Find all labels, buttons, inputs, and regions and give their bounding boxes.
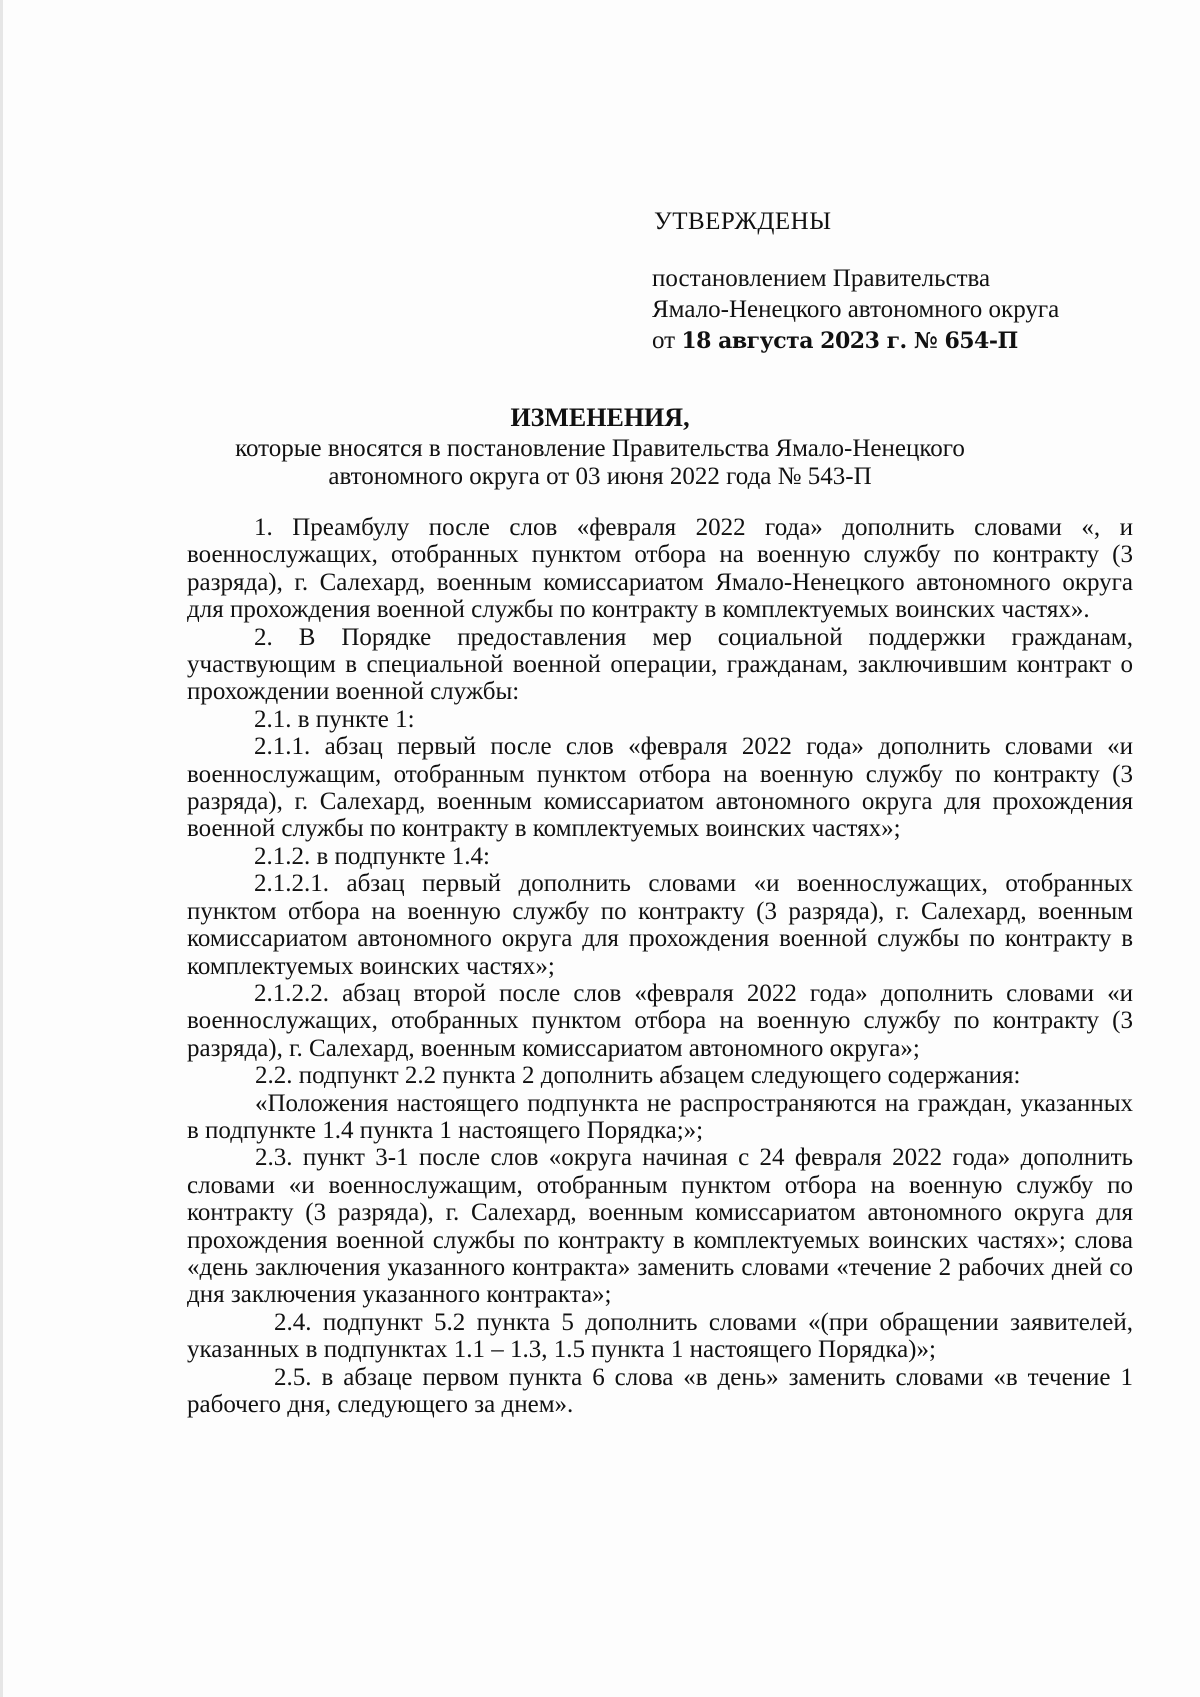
approval-date-prefix: от (652, 327, 676, 354)
paragraph-2-2-quote: «Положения настоящего подпункта не распространяются на граждан, указанных в подпункте 1.4 пункта 1 настоящего Порядка;»; (187, 1089, 1133, 1144)
paragraph-2-3: 2.3. пункт 3-1 после слов «округа начиная с 24 февраля 2022 года» дополнить словами «и военнослужащим, отобранным пунктом отбора на военную службу по контракту (3 разряда), г. Салехард, военным комиссариатом автономного округа для прохождения военной службы по контракту в комплектуемых воинских частях»; слова «день заключения указанного контракта» заменить словами «течение 2 рабочих дней со дня заключения указанного контракта»; (187, 1144, 1133, 1309)
approval-stamp: УТВЕРЖДЕНЫ (654, 208, 832, 235)
paragraph-2-2: 2.2. подпункт 2.2 пункта 2 дополнить абзацем следующего содержания: (255, 1062, 1021, 1090)
approval-line-1: постановлением Правительства (652, 265, 991, 292)
title-subtitle-line-2: автономного округа от 03 июня 2022 года № 543-П (328, 463, 872, 490)
paragraph-2-1-2-1: 2.1.2.1. абзац первый дополнить словами «и военнослужащих, отобранных пунктом отбора на военную службу по контракту (3 разряда), г. Салехард, военным комиссариатом автономного округа для прохождения военной службы по контракту в комплектуемых воинских частях»; (187, 870, 1133, 980)
paragraph-2-1: 2.1. в пункте 1: (254, 705, 415, 733)
paragraph-2-1-1: 2.1.1. абзац первый после слов «февраля 2022 года» дополнить словами «и военнослужащим, отобранным пунктом отбора на военную службу по контракту (3 разряда), г. Салехард, военным комиссариатом автономного округа для прохождения военной службы по контракту в комплектуемых воинских частях»; (187, 733, 1133, 843)
paragraph-2-4: 2.4. подпункт 5.2 пункта 5 дополнить словами «(при обращении заявителей, указанных в подпунктах 1.1 – 1.3, 1.5 пункта 1 настоящего Порядка)»; (187, 1308, 1133, 1364)
paragraph-2: 2. В Порядке предоставления мер социальной поддержки гражданам, участвующим в специальной военной операции, гражданам, заключившим контракт о прохождении военной службы: (187, 623, 1133, 706)
title-heading (0, 404, 1200, 432)
paragraph-2-1-2-2: 2.1.2.2. абзац второй после слов «февраля 2022 года» дополнить словами «и военнослужащих, отобранных пунктом отбора на военную службу по контракту (3 разряда), г. Салехард, военным комиссариатом автономного округа»; (187, 979, 1133, 1062)
scan-edge (0, 0, 3, 1697)
approval-date (652, 325, 1112, 357)
document-body (187, 514, 1133, 1418)
paragraph-2-5: 2.5. в абзаце первом пункта 6 слова «в день» заменить словами «в течение 1 рабочего дня, следующего за днем». (187, 1363, 1133, 1418)
paragraph-2-1-2: 2.1.2. в подпункте 1.4: (254, 842, 490, 870)
title-heading-text: ИЗМЕНЕНИЯ (510, 403, 684, 432)
title-subtitle-line-1: которые вносятся в постановление Правительства Ямало-Ненецкого (235, 435, 965, 462)
paragraph-1: 1. Преамбулу после слов «февраля 2022 года» дополнить словами «, и военнослужащих, отобранных пунктом отбора на военную службу по контракту (3 разряда), г. Салехард, военным комиссариатом Ямало-Ненецкого автономного округа для прохождения военной службы по контракту в комплектуемых воинских частях». (187, 514, 1133, 624)
approval-line-2: Ямало-Ненецкого автономного округа (652, 296, 1060, 323)
approval-date-value: 18 августа 2023 г. № 654-П (681, 328, 1018, 354)
document-title (0, 404, 1200, 491)
approval-block (652, 206, 1112, 357)
title-heading-comma: , (683, 403, 690, 432)
